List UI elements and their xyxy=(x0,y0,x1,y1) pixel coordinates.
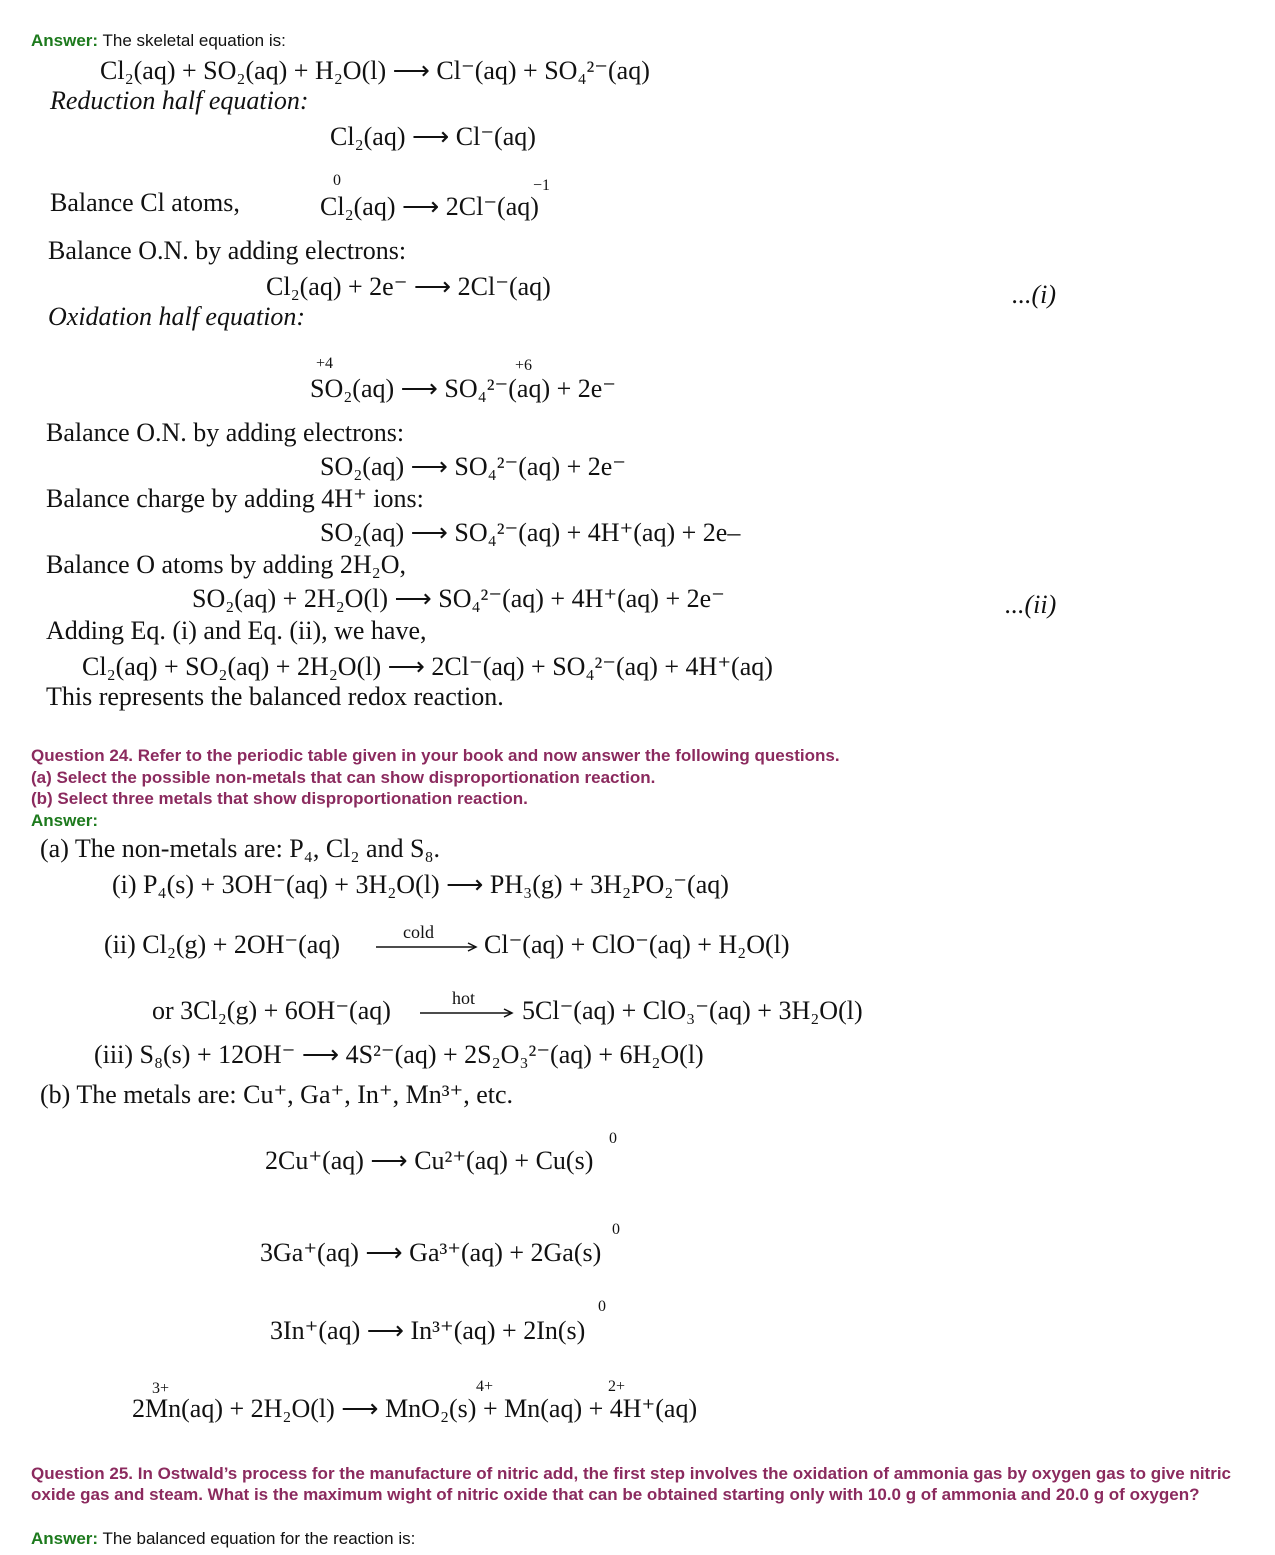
question-25-text: Question 25. In Ostwald’s process for the manufacture of nitric add, the first step involves the oxidation of ammonia gas by oxygen gas to give nitric oxide gas and steam. What is the maximum wight of nitric oxide that can be obtained starting only with 10.0 g of ammonia and 20.0 g of oxygen? xyxy=(31,1464,1232,1504)
balance-cl-equation: Cl₂(aq) ⟶ 2Cl⁻(aq) xyxy=(320,192,539,221)
mn-oxidation-number-2: 4+ xyxy=(476,1378,494,1395)
cold-arrow-icon xyxy=(376,940,480,954)
equation-or-right: 5Cl⁻(aq) + ClO₃⁻(aq) + 3H₂O(l) xyxy=(522,996,863,1025)
balance-on-label-2: Balance O.N. by adding electrons: xyxy=(46,418,405,447)
balance-o-label: Balance O atoms by adding 2H₂O, xyxy=(46,550,406,579)
answer-24-label: Answer: xyxy=(31,811,99,830)
metals-line: (b) The metals are: Cu⁺, Ga⁺, In⁺, Mn³⁺, etc. xyxy=(40,1080,514,1109)
adding-label: Adding Eq. (i) and Eq. (ii), we have, xyxy=(46,616,427,645)
oxidation-equation-4: SO₂(aq) + 2H₂O(l) ⟶ SO₄²⁻(aq) + 4H⁺(aq) + 2e⁻ xyxy=(192,584,725,613)
non-metals-line: (a) The non-metals are: P₄, Cl₂ and S₈. xyxy=(40,834,441,863)
oxidation-number-plus6: +6 xyxy=(515,357,533,374)
answer-25-text: The balanced equation for the reaction is: xyxy=(102,1529,416,1548)
oxidation-heading: Oxidation half equation: xyxy=(48,302,306,331)
answer-25-label: Answer: xyxy=(31,1529,99,1548)
condition-hot: hot xyxy=(452,988,476,1008)
oxidation-number-plus4: +4 xyxy=(316,355,334,372)
mn-oxidation-number-1: 3+ xyxy=(152,1380,170,1397)
oxidation-equation-1: SO₂(aq) ⟶ SO₄²⁻(aq) + 2e⁻ xyxy=(310,374,617,403)
equation-ii-right: Cl⁻(aq) + ClO⁻(aq) + H₂O(l) xyxy=(484,930,790,959)
balanced-redox-equation: Cl₂(aq) + SO₂(aq) + 2H₂O(l) ⟶ 2Cl⁻(aq) + SO₄²⁻(aq) + 4H⁺(aq) xyxy=(82,652,773,681)
answer-intro-line xyxy=(31,30,286,51)
balance-on-label: Balance O.N. by adding electrons: xyxy=(48,236,407,265)
answer-25-line xyxy=(31,1528,415,1549)
skeletal-equation: Cl₂(aq) + SO₂(aq) + H₂O(l) ⟶ Cl⁻(aq) + SO₄²⁻(aq) xyxy=(100,56,650,85)
conclusion-text: This represents the balanced redox reaction. xyxy=(46,682,504,711)
gallium-equation: 3Ga⁺(aq) ⟶ Ga³⁺(aq) + 2Ga(s) xyxy=(260,1238,602,1267)
oxidation-number-zero: 0 xyxy=(333,172,341,189)
cu-oxidation-number: 0 xyxy=(609,1130,617,1147)
oxidation-equation-3: SO₂(aq) ⟶ SO₄²⁻(aq) + 4H⁺(aq) + 2e– xyxy=(320,518,741,547)
equation-iii-sulfur: (iii) S₈(s) + 12OH⁻ ⟶ 4S²⁻(aq) + 2S₂O₃²⁻(aq) + 6H₂O(l) xyxy=(94,1040,704,1069)
question-24-part-a: (a) Select the possible non-metals that can show disproportionation reaction. xyxy=(31,768,656,787)
hot-arrow-icon xyxy=(420,1006,516,1020)
balance-charge-label: Balance charge by adding 4H⁺ ions: xyxy=(46,484,424,513)
manganese-equation: 2Mn(aq) + 2H₂O(l) ⟶ MnO₂(s) + Mn(aq) + 4H⁺(aq) xyxy=(132,1394,698,1423)
oxidation-equation-2: SO₂(aq) ⟶ SO₄²⁻(aq) + 2e⁻ xyxy=(320,452,627,481)
reduction-equation-1: Cl₂(aq) ⟶ Cl⁻(aq) xyxy=(330,122,536,151)
equation-tag-i: ...(i) xyxy=(1012,280,1057,309)
ga-oxidation-number: 0 xyxy=(612,1221,620,1238)
question-24-text: Question 24. Refer to the periodic table given in your book and now answer the following questions. xyxy=(31,746,840,765)
question-24-part-b: (b) Select three metals that show disproportionation reaction. xyxy=(31,789,528,808)
condition-cold: cold xyxy=(403,922,434,942)
oxidation-number-minus1: −1 xyxy=(533,177,551,194)
mn-oxidation-number-3: 2+ xyxy=(608,1378,626,1395)
answer-label: Answer: xyxy=(31,31,99,50)
in-oxidation-number: 0 xyxy=(598,1298,606,1315)
balance-cl-label: Balance Cl atoms, xyxy=(50,188,240,217)
equation-ii-left: (ii) Cl₂(g) + 2OH⁻(aq) xyxy=(104,930,341,959)
reduction-heading: Reduction half equation: xyxy=(50,86,309,115)
indium-equation: 3In⁺(aq) ⟶ In³⁺(aq) + 2In(s) xyxy=(270,1316,586,1345)
copper-equation: 2Cu⁺(aq) ⟶ Cu²⁺(aq) + Cu(s) xyxy=(265,1146,594,1175)
equation-i-phosphorus: (i) P₄(s) + 3OH⁻(aq) + 3H₂O(l) ⟶ PH₃(g) + 3H₂PO₂⁻(aq) xyxy=(112,870,729,899)
equation-tag-ii: ...(ii) xyxy=(1005,590,1057,619)
answer-intro-text: The skeletal equation is: xyxy=(102,31,286,50)
equation-or-left: or 3Cl₂(g) + 6OH⁻(aq) xyxy=(152,996,391,1025)
reduction-final-equation: Cl₂(aq) + 2e⁻ ⟶ 2Cl⁻(aq) xyxy=(266,272,551,301)
